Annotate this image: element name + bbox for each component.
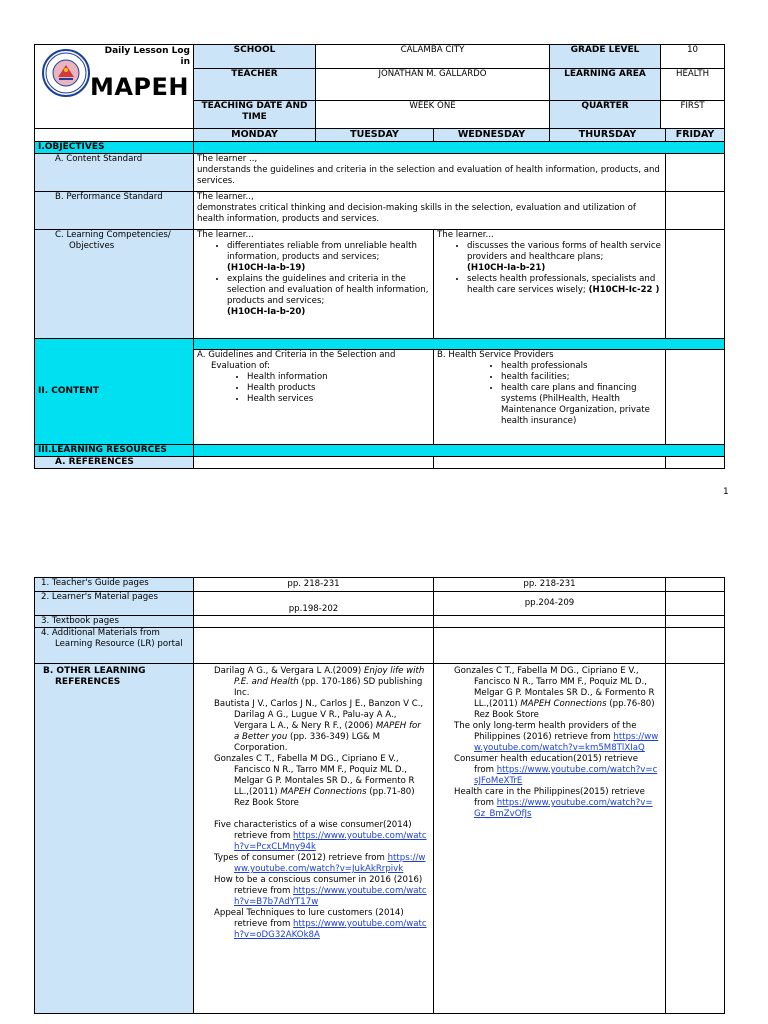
video-link[interactable]: https://www.youtube.com/watch?v=km5M8TlXIaQ	[474, 732, 659, 753]
area-value: HEALTH	[661, 69, 725, 101]
friday-cell	[666, 664, 725, 1014]
video-entry: How to be a conscious consumer in 2016 (2016) retrieve from https://www.youtube.com/watch?v=B7b7AdYT17w	[214, 875, 427, 907]
tg-label: 1. Teacher's Guide pages	[35, 578, 194, 592]
competencies-left	[194, 230, 434, 339]
grade-value: 10	[661, 45, 725, 69]
title-small: Daily Lesson Log	[104, 46, 190, 56]
competency-code: (H10CH-Ic-22 )	[588, 285, 660, 295]
date-label: TEACHING DATE AND TIME	[194, 101, 316, 129]
page-number: 1	[723, 487, 729, 497]
lm-left: pp.198-202	[194, 592, 434, 616]
content-item: • Health services	[247, 394, 430, 405]
performance-cell	[194, 192, 666, 230]
competency-item: • selects health professionals, specialists and health care services wisely; (H10CH-Ic-22 )	[467, 274, 662, 296]
tg-left: pp. 218-231	[194, 578, 434, 592]
content-bar	[194, 339, 725, 350]
area-label: LEARNING AREA	[550, 69, 661, 101]
day-friday: FRIDAY	[666, 129, 725, 142]
content-left	[194, 350, 434, 445]
resources-section: III.LEARNING RESOURCES	[35, 445, 194, 457]
reference-entry: Gonzales C T., Fabella M DG., Cipriano E V., Fancisco N R., Tarro MM F., Poquiz ML D., Melgar G P. Montales SR D., & Formento R LL.,(2011) MAPEH Connections (pp.71-80) Rez Book Store	[214, 754, 415, 808]
video-entry: Appeal Techniques to lure customers (2014) retrieve from https://www.youtube.com/watch?v=oDG32AKOk8A	[214, 908, 427, 940]
content-item: • health professionals	[501, 361, 662, 372]
empty-cell	[434, 616, 666, 628]
objectives-bar	[194, 142, 725, 154]
lesson-log-body-page1	[34, 128, 725, 469]
performance-label: B. Performance Standard	[35, 192, 194, 230]
empty-cell	[434, 457, 666, 469]
video-link[interactable]: https://www.youtube.com/watch?v=B7b7AdYT17w	[234, 886, 427, 907]
other-refs-left	[194, 664, 434, 1014]
performance-intro: The learner..,	[197, 192, 254, 202]
competencies-right	[434, 230, 666, 339]
grade-label: GRADE LEVEL	[550, 45, 661, 69]
competencies-right-list	[437, 241, 662, 296]
lesson-log-table-page1	[34, 44, 725, 129]
empty-cell	[194, 616, 434, 628]
tg-right: pp. 218-231	[434, 578, 666, 592]
video-entry: Consumer health education(2015) retrieve from https://www.youtube.com/watch?v=csJFoMeXTrE	[454, 754, 658, 786]
teacher-label: TEACHER	[194, 69, 316, 101]
friday-cell	[666, 192, 725, 230]
competencies-left-list	[197, 241, 430, 318]
day-spacer	[35, 129, 194, 142]
video-entry: Five characteristics of a wise consumer(2014) retrieve from https://www.youtube.com/watch?v=PcxCLMny94k	[214, 820, 427, 852]
video-link[interactable]: https://www.youtube.com/watch?v=csJFoMeXTrE	[474, 765, 658, 786]
teacher-value: JONATHAN M. GALLARDO	[316, 69, 550, 101]
quarter-label: QUARTER	[550, 101, 661, 129]
video-link[interactable]: https://www.youtube.com/watch?v=JukAkRrpivk	[234, 853, 426, 874]
additional-label: 4. Additional Materials from Learning Resource (LR) portal	[35, 628, 194, 664]
competency-code: (H10CH-Ia-b-20)	[227, 307, 306, 317]
competencies-label	[35, 230, 194, 339]
content-item: • health care plans and financing systems (PhilHealth, Health Maintenance Organization, private health insurance)	[501, 383, 662, 427]
content-item: • Health products	[247, 383, 430, 394]
friday-cell	[666, 350, 725, 445]
reference-entry: Darilag A G., & Vergara L A.(2009) Enjoy life with P.E. and Health (pp. 170-186) SD publishing Inc.	[214, 666, 425, 698]
performance-text: demonstrates critical thinking and decision-making skills in the selection, evaluation and utilization of health information, products and services.	[197, 203, 636, 224]
competencies-left-intro: The learner...	[197, 230, 254, 240]
resources-bar	[194, 445, 725, 457]
content-left-heading: A. Guidelines and Criteria in the Selection and Evaluation of:	[197, 350, 396, 371]
content-standard-cell	[194, 154, 666, 192]
reference-entry: Gonzales C T., Fabella M DG., Cipriano E V., Fancisco N R., Tarro MM F., Poquiz ML D., Melgar G P. Montales SR D., & Formento R LL.,(2011) MAPEH Connections (pp.76-80) Rez Book Store	[454, 666, 655, 720]
content-right-list	[437, 361, 662, 427]
day-wednesday: WEDNESDAY	[434, 129, 550, 142]
title-mapeh: MAPEH	[89, 73, 189, 101]
content-right	[434, 350, 666, 445]
competency-item: • discusses the various forms of health service providers and healthcare plans; (H10CH-Ia-b-21)	[467, 241, 662, 274]
friday-cell	[666, 457, 725, 469]
competencies-right-intro: The learner...	[437, 230, 494, 240]
date-value: WEEK ONE	[316, 101, 550, 129]
empty-cell	[194, 457, 434, 469]
school-label: SCHOOL	[194, 45, 316, 69]
textbook-label: 3. Textbook pages	[35, 616, 194, 628]
friday-cell	[666, 616, 725, 628]
friday-cell	[666, 628, 725, 664]
references-label: A. REFERENCES	[35, 457, 194, 469]
content-item: • health facilities;	[501, 372, 662, 383]
day-thursday: THURSDAY	[550, 129, 666, 142]
competencies-label-text: C. Learning Competencies/ Objectives	[55, 230, 171, 251]
content-section: II. CONTENT	[35, 339, 194, 445]
friday-cell	[666, 592, 725, 616]
video-link[interactable]: https://www.youtube.com/watch?v=PcxCLMny94k	[234, 831, 427, 852]
day-tuesday: TUESDAY	[316, 129, 434, 142]
other-refs-right	[434, 664, 666, 1014]
friday-cell	[666, 154, 725, 192]
objectives-section: I.OBJECTIVES	[35, 142, 194, 154]
competency-code: (H10CH-Ia-b-21)	[467, 263, 546, 273]
lm-right: pp.204-209	[434, 592, 666, 616]
video-link[interactable]: https://www.youtube.com/watch?v=oDG32AKOk8A	[234, 919, 427, 940]
empty-cell	[434, 628, 666, 664]
deped-seal-icon	[42, 49, 90, 97]
video-link[interactable]: https://www.youtube.com/watch?v=Gz_BmZvOfJs	[474, 798, 653, 819]
content-standard-intro: The learner ..,	[197, 154, 258, 164]
school-value: CALAMBA CITY	[316, 45, 550, 69]
video-entry: Health care in the Philippines(2015) retrieve from https://www.youtube.com/watch?v=Gz_BmZvOfJs	[454, 787, 653, 819]
other-references-label: B. OTHER LEARNING REFERENCES	[35, 664, 194, 1014]
video-entry: The only long-term health providers of the Philippines (2016) retrieve from https://www.youtube.com/watch?v=km5M8TlXIaQ	[454, 721, 659, 753]
lesson-log-table-page2	[34, 577, 725, 1014]
content-right-heading: B. Health Service Providers	[437, 350, 554, 360]
day-monday: MONDAY	[194, 129, 316, 142]
content-standard-text: understands the guidelines and criteria in the selection and evaluation of health information, products, and services.	[197, 165, 660, 186]
friday-cell	[666, 578, 725, 592]
content-left-list	[197, 372, 430, 405]
competency-code: (H10CH-Ia-b-19)	[227, 263, 306, 273]
empty-cell	[194, 628, 434, 664]
quarter-value: FIRST	[661, 101, 725, 129]
friday-cell	[666, 230, 725, 339]
title-in: in	[180, 57, 190, 67]
reference-entry: Bautista J V., Carlos J N., Carlos J E., Banzon V C., Darilag A G., Lugue V R., Palu-ay A A., Vergara L A., & Nery R F., (2006) MAPEH for a Better you (pp. 336-349) LG& M Corporation.	[214, 699, 424, 753]
title-cell	[35, 45, 194, 129]
content-standard-label: A. Content Standard	[35, 154, 194, 192]
video-entry: Types of consumer (2012) retrieve from https://www.youtube.com/watch?v=JukAkRrpivk	[214, 853, 426, 874]
lm-label: 2. Learner's Material pages	[35, 592, 194, 616]
competency-item: • differentiates reliable from unreliable health information, products and services; (H10CH-Ia-b-19)	[227, 241, 430, 274]
competency-item: • explains the guidelines and criteria in the selection and evaluation of health information, products and services; (H10CH-Ia-b-20)	[227, 274, 430, 318]
content-item: • Health information	[247, 372, 430, 383]
